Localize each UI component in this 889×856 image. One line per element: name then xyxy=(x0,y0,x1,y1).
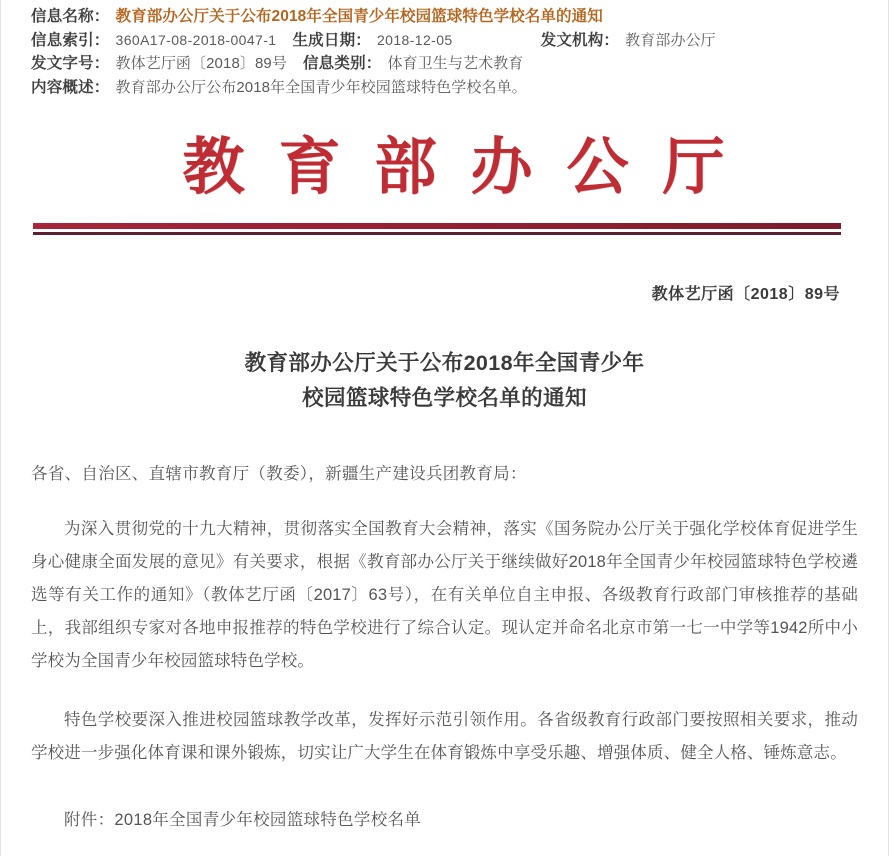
metadata-row-docnumber xyxy=(31,56,888,72)
document-number: 教体艺厅函〔2018〕89号 xyxy=(651,286,840,303)
metadata-value-index: 360A17-08-2018-0047-1 xyxy=(115,31,277,48)
page-title xyxy=(1,346,888,417)
metadata-label-date: 生成日期： xyxy=(292,31,371,49)
page-title-line-2: 校园篮球特色学校名单的通知 xyxy=(302,386,587,411)
page-title-line-1: 教育部办公厅关于公布2018年全国青少年 xyxy=(244,351,645,375)
salutation: 各省、自治区、直辖市教育厅（教委），新疆生产建设兵团教育局： xyxy=(31,464,527,483)
document-body xyxy=(1,461,888,830)
metadata-value-name: 教育部办公厅关于公布2018年全国青少年校园篮球特色学校名单的通知 xyxy=(115,8,603,25)
metadata-label-name: 信息名称： xyxy=(31,8,110,25)
issuing-authority-masthead: 教育部办公厅 xyxy=(182,134,759,202)
body-paragraph-1: 为深入贯彻党的十九大精神，贯彻落实全国教育大会精神，落实《国务院办公厅关于强化学校体育促进学生身心健康全面发展的意见》有关要求，根据《教育部办公厅关于继续做好2018年全国青少年校园篮球特色学校遴选等有关工作的通知》（教体艺厅函〔2017〕63号），在有关单位自主申报、各级教育行政部门审核推荐的基础上，我部组织专家对各地申报推荐的特色学校进行了综合认定。现认定并命名北京市第一七一中学等1942所中小学校为全国青少年校园篮球特色学校。 xyxy=(31,520,858,671)
attachment-line: 附件：2018年全国青少年校园篮球特色学校名单 xyxy=(64,811,422,830)
metadata-row-index xyxy=(31,33,888,49)
body-paragraph-2: 特色学校要深入推进校园篮球教学改革，发挥好示范引领作用。各省级教育行政部门要按照相关要求，推动学校进一步强化体育课和课外锻炼，切实让广大学生在体育锻炼中享受乐趣、增强体质、健全人格、锤炼意志。 xyxy=(31,711,858,763)
metadata-label-category: 信息类别： xyxy=(302,55,382,72)
masthead-divider xyxy=(33,223,841,235)
metadata-value-date: 2018-12-05 xyxy=(377,31,453,48)
metadata-row-name xyxy=(31,9,888,25)
metadata-value-summary: 教育部办公厅公布2018年全国青少年校园篮球特色学校名单。 xyxy=(115,78,527,96)
metadata-label-index: 信息索引： xyxy=(31,31,110,49)
masthead-container xyxy=(1,134,888,202)
metadata-row-summary xyxy=(31,80,888,96)
metadata-value-agency: 教育部办公厅 xyxy=(625,31,716,49)
divider-bar-thin xyxy=(33,232,841,235)
metadata-label-summary: 内容概述： xyxy=(31,78,110,96)
metadata-block xyxy=(1,0,888,101)
metadata-value-docnumber: 教体艺厅函〔2018〕89号 xyxy=(115,55,287,72)
metadata-value-category: 体育卫生与艺术教育 xyxy=(387,55,524,72)
metadata-label-agency: 发文机构： xyxy=(540,31,620,49)
metadata-label-docnumber: 发文字号： xyxy=(31,55,110,72)
